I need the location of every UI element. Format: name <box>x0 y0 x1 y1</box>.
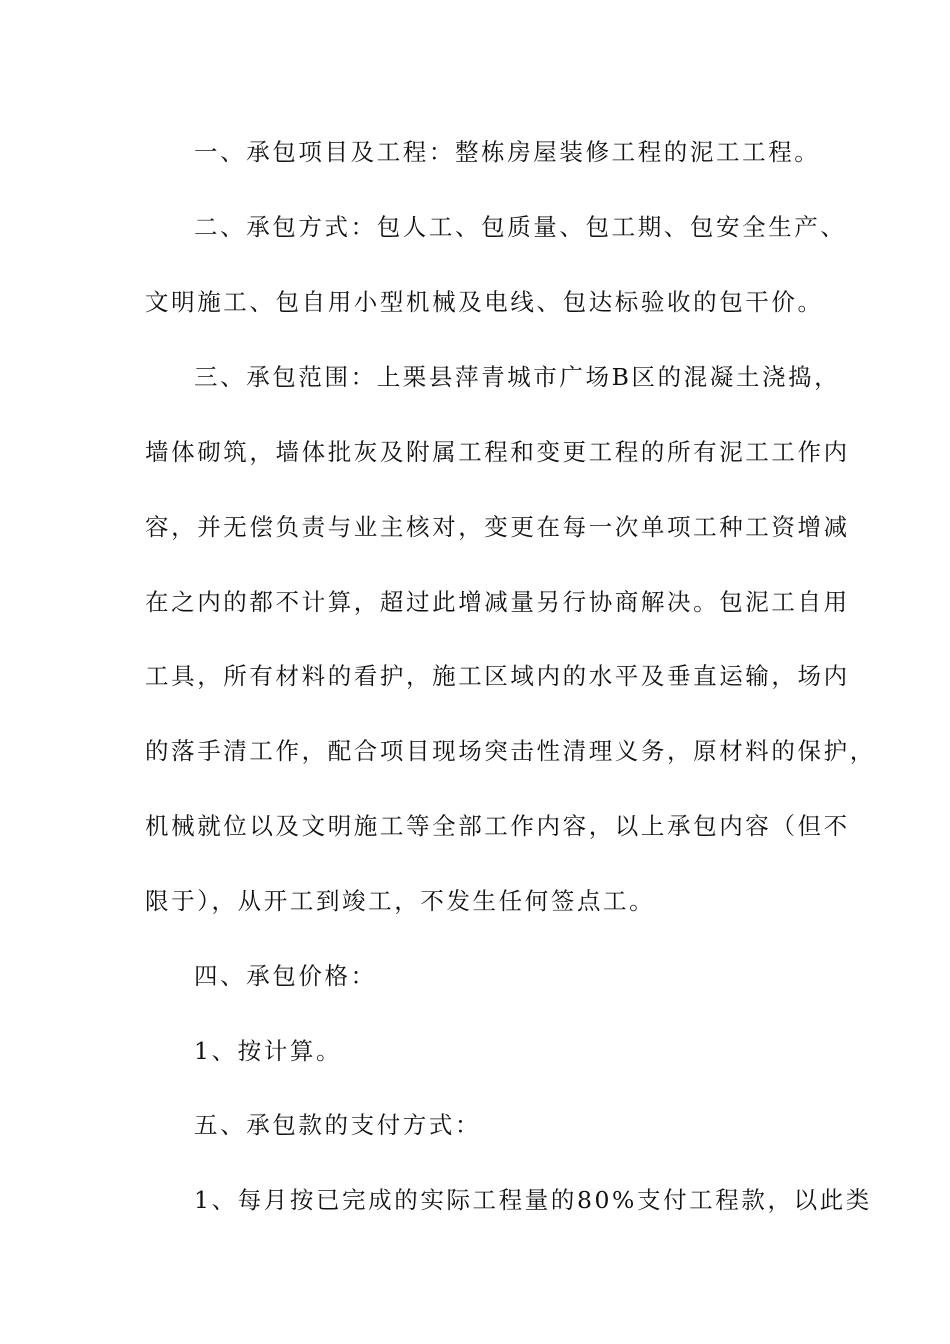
section-3-scope-line-1: 三、承包范围：上栗县萍青城市广场B区的混凝土浇捣， <box>194 363 841 391</box>
section-3-scope-line-5: 工具，所有材料的看护，施工区域内的水平及垂直运输，场内 <box>145 662 850 690</box>
section-4-price-heading: 四、承包价格： <box>194 962 377 990</box>
section-5-payment-heading: 五、承包款的支付方式： <box>194 1111 482 1139</box>
section-3-scope-line-7: 机械就位以及文明施工等全部工作内容，以上承包内容（但不 <box>145 812 850 840</box>
section-3-scope-line-3: 容，并无偿负责与业主核对，变更在每一次单项工种工资增减 <box>145 513 850 541</box>
section-4-price-item-1: 1、按计算。 <box>194 1037 343 1065</box>
section-1-project: 一、承包项目及工程：整栋房屋装修工程的泥工工程。 <box>194 138 821 166</box>
section-3-scope-line-4: 在之内的都不计算，超过此增减量另行协商解决。包泥工自用 <box>145 588 850 616</box>
section-3-scope-line-8: 限于），从开工到竣工，不发生任何签点工。 <box>145 887 656 915</box>
section-2-method-line-1: 二、承包方式：包人工、包质量、包工期、包安全生产、 <box>194 213 847 241</box>
section-3-scope-line-2: 墙体砌筑，墙体批灰及附属工程和变更工程的所有泥工工作内 <box>145 438 850 466</box>
section-3-scope-line-6: 的落手清工作，配合项目现场突击性清理义务，原材料的保护， <box>145 737 876 765</box>
section-5-payment-item-1: 1、每月按已完成的实际工程量的80%支付工程款，以此类 <box>194 1186 872 1214</box>
section-2-method-line-2: 文明施工、包自用小型机械及电线、包达标验收的包干价。 <box>145 288 824 316</box>
